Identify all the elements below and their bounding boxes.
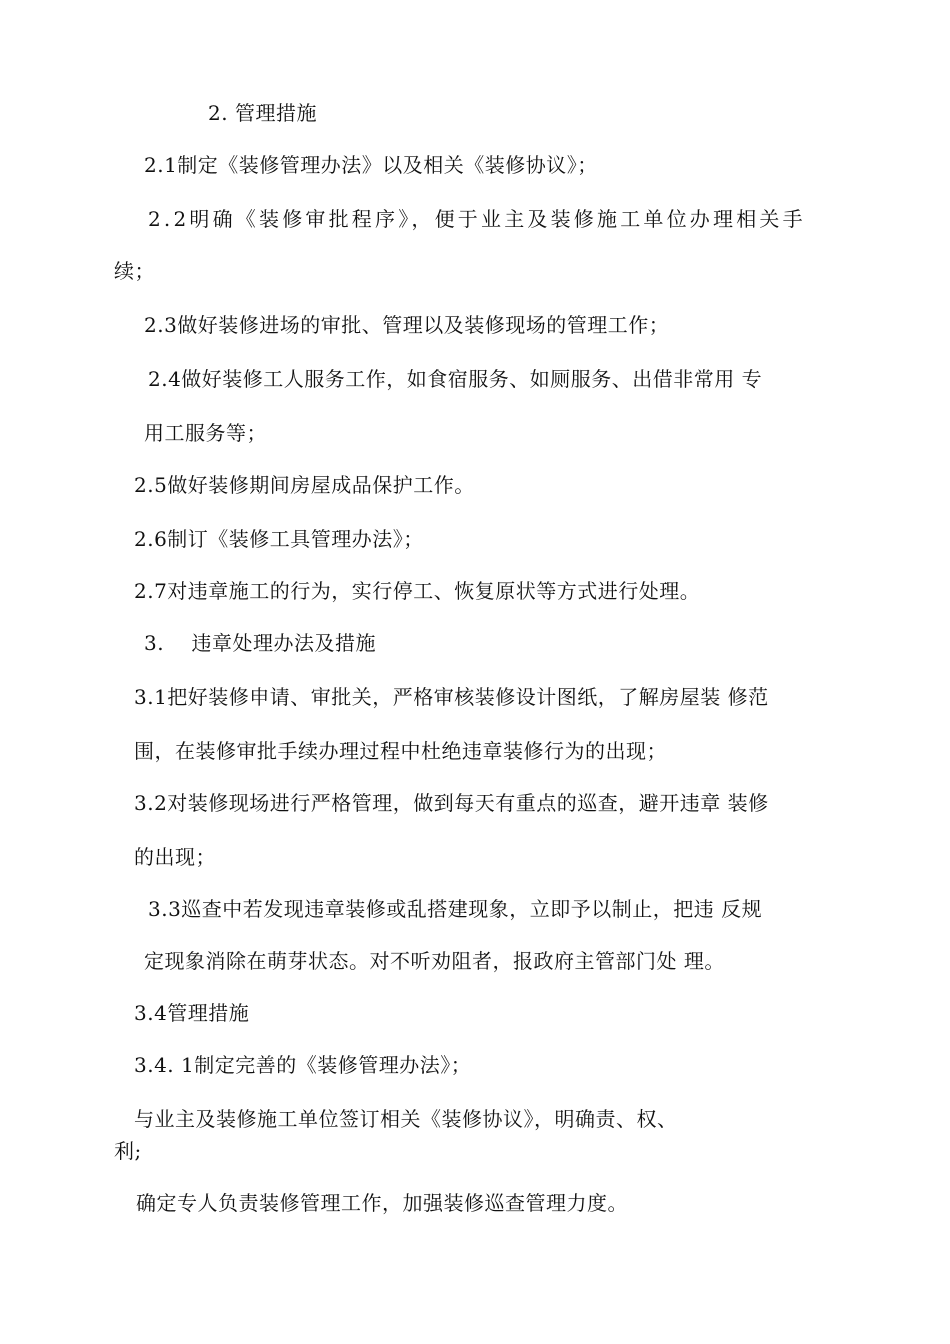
paragraph-line: 2.4做好装修工人服务工作，如食宿服务、如厕服务、出借非常用 专	[148, 367, 763, 391]
paragraph-line: 确定专人负责装修管理工作，加强装修巡查管理力度。	[136, 1191, 628, 1215]
paragraph-line: 2.7对违章施工的行为，实行停工、恢复原状等方式进行处理。	[134, 579, 701, 603]
paragraph-line: 续；	[114, 259, 155, 283]
paragraph-line: 用工服务等；	[144, 421, 267, 445]
section-heading-3: 3. 违章处理办法及措施	[144, 631, 377, 655]
paragraph-line: 2.2明确《装修审批程序》，便于业主及装修施工单位办理相关手	[148, 207, 806, 231]
subsection-heading: 3.4管理措施	[134, 1001, 250, 1025]
paragraph-line: 3.1把好装修申请、审批关，严格审核装修设计图纸，了解房屋装 修范	[134, 685, 769, 709]
paragraph-line: 的出现；	[134, 845, 216, 869]
paragraph-line: 3.2对装修现场进行严格管理，做到每天有重点的巡查，避开违章 装修	[134, 791, 769, 815]
paragraph-line: 3.3巡查中若发现违章装修或乱搭建现象，立即予以制止，把违 反规	[148, 897, 763, 921]
paragraph-line: 2.6制订《装修工具管理办法》；	[134, 527, 424, 551]
paragraph-line: 围，在装修审批手续办理过程中杜绝违章装修行为的出现；	[134, 739, 667, 763]
section-heading-2: 2. 管理措施	[208, 101, 317, 125]
paragraph-line: 3.4. 1制定完善的《装修管理办法》；	[134, 1053, 472, 1077]
paragraph-line: 与业主及装修施工单位签订相关《装修协议》，明确责、权、	[134, 1107, 678, 1131]
paragraph-line: 2.1制定《装修管理办法》以及相关《装修协议》；	[144, 153, 598, 177]
paragraph-line: 利;	[114, 1139, 142, 1163]
paragraph-line: 2.5做好装修期间房屋成品保护工作。	[134, 473, 475, 497]
paragraph-line: 2.3做好装修进场的审批、管理以及装修现场的管理工作；	[144, 313, 670, 337]
paragraph-line: 定现象消除在萌芽状态。对不听劝阻者，报政府主管部门处 理。	[144, 949, 725, 973]
